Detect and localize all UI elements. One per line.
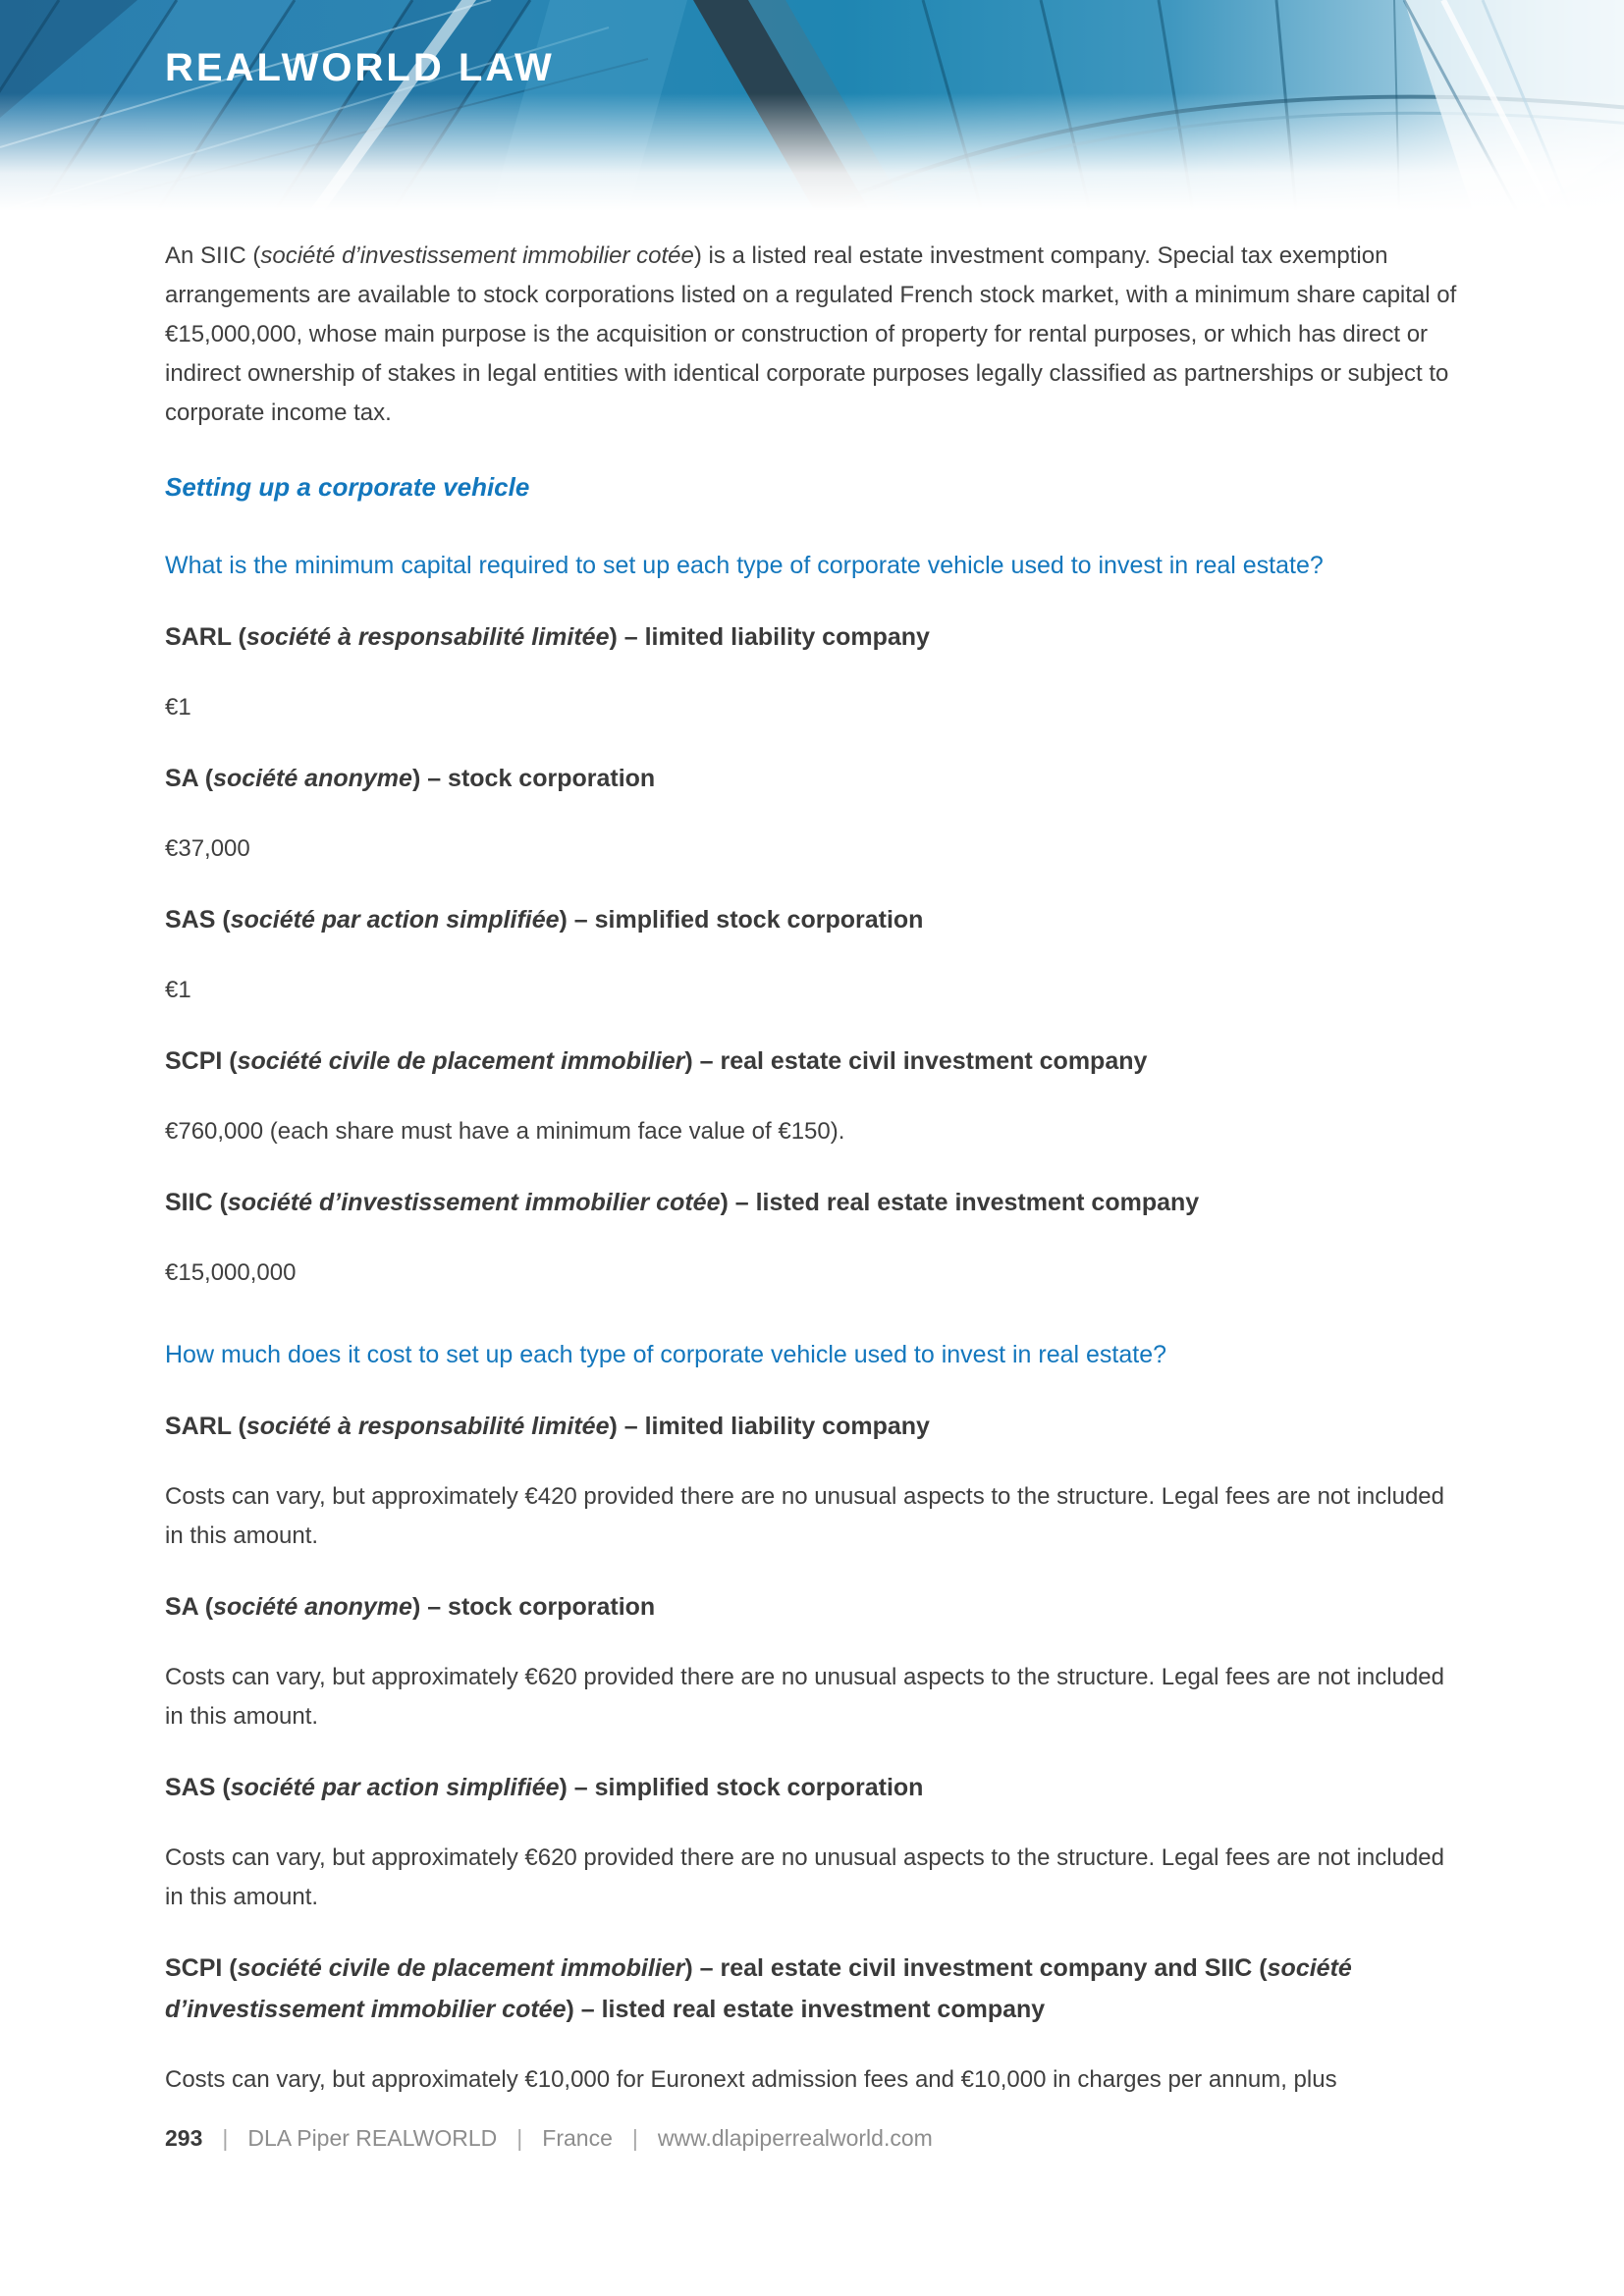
entry-heading-text: ) – stock corporation [411,765,656,792]
entry-heading-text: SCPI ( [165,1954,238,1982]
entry-heading-italic: société civile de placement immobilier [237,1954,685,1982]
vehicle-entry-sas-capital [165,899,1467,1010]
vehicle-entry-sarl-capital [165,616,1467,727]
entry-heading-text: SIIC ( [165,1189,228,1216]
entry-heading [165,1041,1467,1082]
entry-heading-text: SAS ( [165,906,231,934]
entry-heading-italic: société par action simplifiée [230,906,560,934]
entry-heading-italic: société civile de placement immobilier [237,1047,685,1075]
entry-heading [165,1182,1467,1223]
intro-text-post: ) is a listed real estate investment company. Special tax exemption arrangements are available to stock corporations listed on a regulated French stock market, with a minimum share capital of €15,000,000, whose main purpose is the acquisition or construction of property for rental purposes, or which has direct or indirect ownership of stakes in legal entities with identical corporate purposes legally classified as partnerships or subject to corporate income tax. [165,242,1457,426]
entry-heading-italic: société d’investissement immobilier cotée [165,1954,1352,2023]
vehicle-entry-scpi-siic-cost [165,1948,1467,2100]
page-title: REALWORLD LAW [165,46,555,89]
entry-heading [165,1406,1467,1447]
entry-heading-italic: société d’investissement immobilier cotée [227,1189,721,1216]
intro-paragraph [165,237,1467,433]
vehicle-entry-sarl-cost [165,1406,1467,1556]
entry-value: Costs can vary, but approximately €620 provided there are no unusual aspects to the structure. Legal fees are not included in this amount. [165,1844,1444,1910]
vehicle-entry-sa-capital [165,758,1467,869]
footer-country: France [542,2125,613,2151]
entry-heading-italic: société à responsabilité limitée [245,1413,610,1440]
vehicle-entry-scpi-capital [165,1041,1467,1151]
entry-heading-text: ) – real estate civil investment company [684,1047,1148,1075]
question-heading-setup-cost: How much does it cost to set up each type of corporate vehicle used to invest in real estate? [165,1341,1167,1368]
entry-heading-text: SAS ( [165,1774,231,1801]
footer-url-link[interactable]: www.dlapiperrealworld.com [657,2125,933,2151]
entry-heading-text: ) – stock corporation [411,1593,656,1621]
entry-heading-text: SA ( [165,765,214,792]
vehicle-entry-siic-capital [165,1182,1467,1293]
entry-value: Costs can vary, but approximately €420 provided there are no unusual aspects to the structure. Legal fees are not included in this amount. [165,1483,1444,1549]
header-banner [0,0,1624,211]
entry-heading-text: ) – listed real estate investment company [720,1189,1200,1216]
vehicle-entry-sa-cost [165,1586,1467,1736]
footer-separator: | [516,2125,523,2151]
footer-brand: DLA Piper REALWORLD [247,2125,498,2151]
entry-heading-text: SARL ( [165,623,246,651]
entry-heading-text: ) – simplified stock corporation [559,1774,924,1801]
vehicle-entry-sas-cost [165,1767,1467,1917]
intro-text-pre: An SIIC ( [165,242,261,269]
header-white-fade [0,93,1624,211]
entry-value: €1 [165,977,191,1003]
entry-heading [165,1767,1467,1808]
entry-heading-italic: société anonyme [213,765,412,792]
entry-heading-text: ) – simplified stock corporation [559,906,924,934]
entry-value: Costs can vary, but approximately €10,000 for Euronext admission fees and €10,000 in charges per annum, plus [165,2066,1337,2093]
entry-value: €760,000 (each share must have a minimum face value of €150). [165,1118,845,1145]
entry-heading-text: SARL ( [165,1413,246,1440]
entry-value: €1 [165,694,191,721]
section-heading: Setting up a corporate vehicle [165,472,530,502]
entry-value: Costs can vary, but approximately €620 provided there are no unusual aspects to the structure. Legal fees are not included in this amount. [165,1664,1444,1730]
entry-heading [165,899,1467,940]
question-heading-minimum-capital: What is the minimum capital required to set up each type of corporate vehicle used to invest in real estate? [165,552,1324,579]
entry-heading [165,1948,1467,2030]
entry-heading-text: SCPI ( [165,1047,238,1075]
entry-value: €37,000 [165,835,250,862]
entry-heading [165,616,1467,658]
entry-heading-text: ) – limited liability company [609,1413,930,1440]
entry-value: €15,000,000 [165,1259,297,1286]
entry-heading-italic: société anonyme [213,1593,412,1621]
entry-heading-text: ) – listed real estate investment company [566,1996,1046,2023]
page-footer [165,2125,1467,2152]
entry-heading-italic: société à responsabilité limitée [245,623,610,651]
footer-separator: | [631,2125,638,2151]
entry-heading-italic: société par action simplifiée [230,1774,560,1801]
entry-heading-text: ) – real estate civil investment company and SIIC ( [684,1954,1268,1982]
intro-text-italic: société d’investissement immobilier cotée [260,242,694,269]
footer-separator: | [222,2125,229,2151]
entry-heading-text: SA ( [165,1593,214,1621]
page-number: 293 [165,2125,203,2151]
content-column [0,237,1624,2152]
entry-heading [165,758,1467,799]
entry-heading-text: ) – limited liability company [609,623,930,651]
entry-heading [165,1586,1467,1628]
